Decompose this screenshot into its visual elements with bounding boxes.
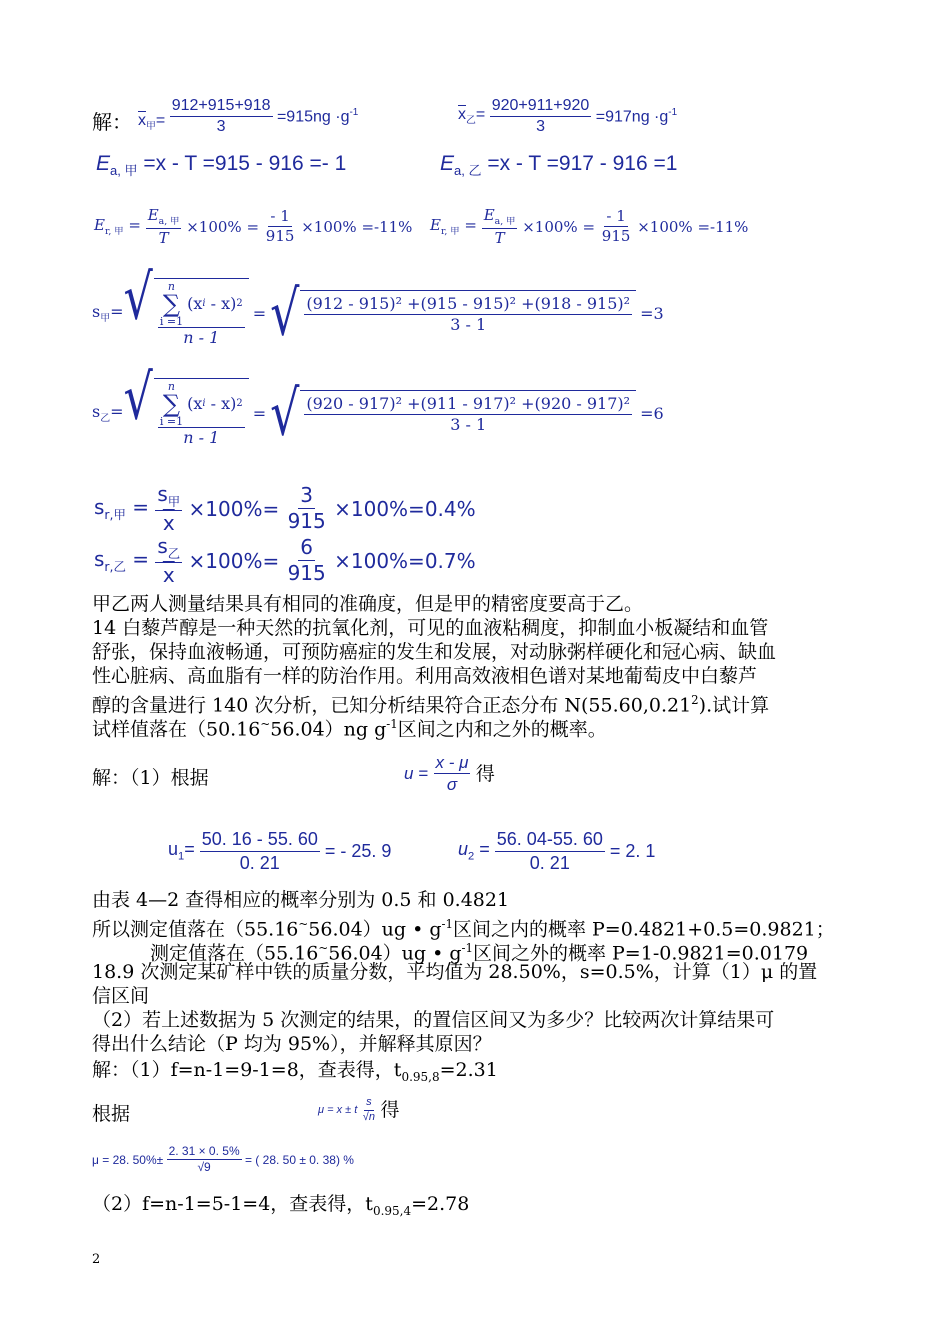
- prob-out-sup: -1: [461, 941, 473, 955]
- q14-line-1: 14 白藜芦醇是一种天然的抗氧化剂，可见的血液粘稠度，抑制血小板凝结和血管: [92, 617, 769, 639]
- ea-yi-rhs: =x - T =917 - 916 =1: [487, 152, 678, 175]
- prob-in-sup: -1: [441, 917, 453, 931]
- prob-out-a: 测定值落在（55.16: [150, 942, 319, 965]
- q14-line-4a: 醇的含量进行 140 次分析，已知分析结果符合正态分布 N(55.60,0.21: [92, 694, 692, 717]
- sr-yi-d2: 915: [287, 561, 326, 586]
- xbar-yi-formula: $\overline{x}_乙=$ $\frac{920+911+920}{3}$ $=917ng \cdot g^{-1}$: [458, 97, 678, 135]
- ci-formula-lhs: μ = x ± t: [318, 1104, 358, 1117]
- er-jia-lhs: E: [94, 216, 105, 235]
- ci-result-result: = ( 28. 50 ± 0. 38) %: [244, 1152, 354, 1167]
- sr-jia-d1: x: [162, 510, 175, 535]
- er-jia-sub: r, 甲: [104, 226, 124, 238]
- u-formula-lhs: u =: [404, 763, 429, 783]
- u2-sub: 2: [468, 850, 475, 863]
- er-jia-n1: E: [147, 206, 159, 224]
- s-yi-label: s: [92, 401, 101, 421]
- er-jia-n1sub: a, 甲: [158, 216, 180, 227]
- u2-result: = 2. 1: [609, 840, 656, 861]
- s-jia-sub: 甲: [100, 313, 111, 325]
- sr-jia-end: ×100%=0.4%: [334, 496, 476, 521]
- er-yi-n1: E: [483, 206, 495, 224]
- er-yi-n1sub: a, 甲: [494, 216, 516, 227]
- u2-formula: [458, 828, 655, 874]
- s-yi-sub: 乙: [100, 413, 111, 425]
- xbar-sub: 甲: [146, 121, 156, 133]
- sum-top: n: [167, 280, 176, 293]
- ci-formula: [318, 1096, 399, 1125]
- er-yi-lhs: E: [430, 216, 441, 235]
- sigma-icon: ∑: [162, 290, 181, 318]
- q14-line-2: 舒张，保持血液畅通，可预防癌症的发生和发展，对动脉粥样硬化和冠心病、缺血: [92, 641, 777, 663]
- xbar-sub: 乙: [466, 115, 476, 127]
- ci-result-lhs: μ = 28. 50%±: [92, 1152, 164, 1167]
- page-number: 2: [92, 1252, 101, 1267]
- part2-a: （2）f=n-1=5-1=4，查表得，t: [92, 1193, 373, 1215]
- ea-yi-sub: a, 乙: [454, 163, 482, 179]
- u1-num: 50. 16 - 55. 60: [200, 828, 320, 852]
- sr-yi-formula: $s_{r,乙}$ = $\frac{s_乙}{x}$ ×100%= $\frac{6}{915}$ ×100%=0.7%: [94, 534, 476, 587]
- conclusion-text: 甲乙两人测量结果具有相同的准确度，但是甲的精密度要高于乙。: [92, 593, 644, 615]
- ci-result-den: √9: [197, 1160, 211, 1174]
- sol18-a: 解：（1）f=n-1=9-1=8，查表得，t: [92, 1059, 402, 1081]
- s-jia-result: =3: [640, 303, 664, 323]
- s-yi-den: n - 1: [183, 428, 220, 447]
- sr-jia-d2: 915: [287, 509, 326, 534]
- u-formula-num: x - μ: [434, 752, 471, 774]
- term-sq: 2: [236, 397, 243, 409]
- er-yi-formula: $E_{r, 甲}$ = $\frac{E_{a, 甲}}{T}$ ×100% = $\frac{- 1}{915}$ ×100% =-11%: [430, 206, 749, 247]
- sr-yi-mid: ×100%=: [188, 548, 280, 573]
- s-yi-expr-den: 3 - 1: [450, 415, 487, 434]
- sum-bot: i =1: [159, 415, 184, 428]
- er-yi-end: ×100% =-11%: [637, 217, 749, 236]
- q14-line-4b: ).试计算: [698, 694, 770, 717]
- er-yi-d2: 915: [601, 227, 631, 246]
- sr-jia-lhs: s: [94, 494, 105, 519]
- xbar-jia-formula: $\overline{x}_甲=$ $\frac{912+915+918}{3}$ $=915ng \cdot g^{-1}$: [138, 97, 359, 135]
- sum-top: n: [167, 380, 176, 393]
- u1-den: 0. 21: [239, 852, 280, 873]
- part2-b: =2.78: [411, 1193, 470, 1215]
- ea-jia-lhs: E: [96, 152, 111, 175]
- s-yi-expr: (920 - 917)² +(911 - 917)² +(920 - 917)²: [306, 394, 631, 413]
- s-yi-formula: $s_乙=$ √ n ∑ i =1 (x i - x) 2 n - 1 = √ $\frac{\text{(920 - 917)² +(911 - 917)² +(920 - 917)²}}{3 - 1}$ =6: [92, 360, 664, 450]
- term-sq: 2: [236, 297, 243, 309]
- q14-line-5a: 试样值落在（50.16: [92, 718, 261, 741]
- ea-jia-rhs: =x - T =915 - 916 =- 1: [143, 152, 347, 175]
- sum-bot: i =1: [159, 315, 184, 328]
- u1-formula: [168, 828, 391, 874]
- sr-jia-formula: $s_{r,甲}$ = $\frac{s_甲}{x}$ ×100%= $\frac{3}{915}$ ×100%=0.4%: [94, 482, 476, 535]
- prob-in-c: 区间之内的概率 P=0.4821+0.5=0.9821；: [452, 918, 835, 941]
- sigma-icon: ∑: [162, 390, 181, 418]
- er-jia-d2: 915: [265, 227, 295, 246]
- sol18-sub: 0.95,8: [401, 1069, 440, 1084]
- sr-yi-sub: r,乙: [104, 558, 126, 574]
- s-yi-result: =6: [640, 403, 664, 423]
- ea-yi-lhs: E: [440, 152, 455, 175]
- u-formula-den: σ: [446, 775, 458, 795]
- term: (x: [187, 394, 203, 413]
- er-jia-end: ×100% =-11%: [301, 217, 413, 236]
- term-sub: i: [202, 397, 206, 409]
- prob-out-c: 区间之外的概率 P=1-0.9821=0.0179: [472, 942, 809, 965]
- ci-result: [92, 1144, 354, 1175]
- ea-yi-formula: [440, 152, 677, 179]
- xbar-jia-sup: -1: [349, 106, 359, 118]
- xbar-yi-num: 920+911+920: [490, 96, 592, 117]
- q14-line-3: 性心脏病、高血脂有一样的防治作用。利用高效液相色谱对某地葡萄皮中白藜芦: [92, 665, 758, 687]
- xbar-yi-den: 3: [536, 118, 545, 135]
- table-line: 由表 4—2 查得相应的概率分别为 0.5 和 0.4821: [92, 889, 510, 911]
- er-jia-mid: ×100% =: [186, 217, 260, 236]
- sr-jia-sub: r,甲: [104, 506, 126, 522]
- sol18-b: =2.31: [439, 1059, 498, 1081]
- ci-formula-num: s: [364, 1096, 374, 1111]
- q14-line-4-sup: 2: [691, 693, 699, 707]
- xbar-yi-result: =917ng ·g: [595, 108, 669, 126]
- ci-formula-tail: 得: [380, 1099, 400, 1122]
- term2: - x): [210, 394, 237, 413]
- er-yi-mid: ×100% =: [522, 217, 596, 236]
- sr-yi-d1: x: [162, 562, 175, 587]
- ea-jia-formula: [96, 152, 346, 179]
- xbar-jia-result: =915ng ·g: [276, 108, 350, 126]
- ea-jia-sub: a, 甲: [110, 163, 138, 179]
- ci-formula-den: √n: [362, 1110, 375, 1123]
- s-jia-label: s: [92, 301, 101, 321]
- u2-lhs: u: [458, 839, 469, 860]
- sr-yi-n1: s: [157, 534, 168, 558]
- ci-result-num: 2. 31 × 0. 5%: [168, 1144, 240, 1158]
- xbar-jia-den: 3: [216, 118, 226, 135]
- sr-yi-lhs: s: [94, 546, 105, 571]
- q18-line-4: 得出什么结论（P 均为 95%），并解释其原因？: [92, 1033, 492, 1055]
- q18-line-2: 信区间: [92, 985, 150, 1007]
- basis-label: 根据: [92, 1103, 131, 1125]
- u2-den: 0. 21: [529, 852, 570, 873]
- u1-sub: 1: [178, 850, 185, 863]
- er-yi-n2: - 1: [606, 207, 626, 226]
- tilde: ~: [298, 917, 309, 931]
- u1-result: = - 25. 9: [324, 840, 392, 861]
- part2-sub: 0.95,4: [372, 1203, 412, 1218]
- sol14-label: 解：（1）根据: [92, 767, 209, 789]
- q14-line-5b: 56.04）ng g: [270, 718, 387, 741]
- er-jia-d1: T: [158, 228, 169, 247]
- tilde: ~: [260, 717, 271, 731]
- u2-num: 56. 04-55. 60: [495, 828, 605, 852]
- xbar-yi-sup: -1: [668, 106, 678, 118]
- u2-eq: =: [479, 839, 490, 860]
- u-formula: [404, 752, 495, 796]
- xbar-jia-num: 912+915+918: [170, 96, 273, 117]
- u1-eq: =: [184, 839, 195, 860]
- sr-yi-n1sub: 乙: [167, 546, 181, 561]
- sol18-line: [92, 1058, 498, 1089]
- sr-jia-n1: s: [157, 482, 168, 506]
- prob-out-b: 56.04）ug • g: [328, 942, 462, 965]
- sr-jia-n1sub: 甲: [167, 494, 181, 509]
- u-formula-tail: 得: [475, 762, 495, 785]
- q18-line-1: 18.9 次测定某矿样中铁的质量分数，平均值为 28.50%，s=0.5%，计算（1）μ 的置: [92, 961, 818, 983]
- er-jia-formula: $E_{r, 甲}$ = $\frac{E_{a, 甲}}{T}$ ×100% = $\frac{- 1}{915}$ ×100% =-11%: [94, 206, 413, 247]
- tilde: ~: [318, 941, 329, 955]
- solution-label: 解：: [92, 110, 132, 134]
- term-sub: i: [202, 297, 206, 309]
- part2-line: [92, 1192, 469, 1223]
- q14-line-5c: 区间之内和之外的概率。: [397, 718, 607, 741]
- sr-jia-mid: ×100%=: [188, 496, 280, 521]
- sr-yi-end: ×100%=0.7%: [334, 548, 476, 573]
- xbar-symbol: $\overline{x}$: [138, 112, 146, 130]
- er-yi-sub: r, 甲: [440, 226, 460, 238]
- term: (x: [187, 294, 203, 313]
- prob-in-b: 56.04）ug • g: [308, 918, 442, 941]
- sr-yi-n2: 6: [300, 535, 314, 560]
- term2: - x): [210, 294, 237, 313]
- u1-lhs: u: [168, 839, 179, 860]
- q14-line-5: [92, 712, 607, 741]
- s-jia-expr: (912 - 915)² +(915 - 915)² +(918 - 915)²: [306, 294, 631, 313]
- s-jia-formula: $s_甲=$ √ n ∑ i =1 (x i - x) 2 n - 1 = √ $\frac{\text{(912 - 915)² +(915 - 915)² +(918 - 915)²}}{3 - 1}$ =3: [92, 260, 664, 350]
- sr-jia-n2: 3: [300, 483, 314, 508]
- q18-line-3: （2）若上述数据为 5 次测定的结果，的置信区间又为多少？比较两次计算结果可: [92, 1009, 775, 1031]
- prob-in-a: 所以测定值落在（55.16: [92, 918, 299, 941]
- s-jia-den: n - 1: [183, 328, 220, 347]
- er-yi-d1: T: [494, 228, 505, 247]
- s-jia-expr-den: 3 - 1: [450, 315, 487, 334]
- xbar-symbol: $\overline{x}$: [458, 106, 466, 124]
- er-jia-n2: - 1: [270, 207, 290, 226]
- q14-line-5-sup: -1: [386, 717, 398, 731]
